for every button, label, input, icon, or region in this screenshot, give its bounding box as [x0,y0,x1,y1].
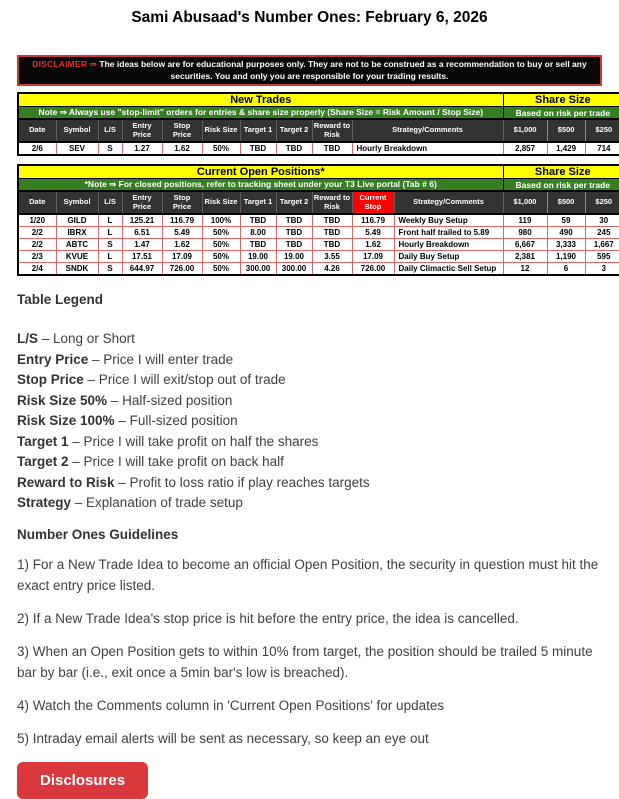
guideline-item: 4) Watch the Comments column in 'Current Open Positions' for updates [17,697,445,713]
share-size-title: Share Size [503,165,619,179]
column-header: Target 2 [276,191,312,214]
column-header: Current Stop [352,191,394,214]
table-cell: 19.00 [240,251,276,263]
legend-desc: – Full-sized position [114,413,238,428]
table-cell: 1/20 [18,214,56,227]
legend-desc: – Long or Short [38,331,135,346]
legend-desc: – Price I will take profit on half the shares [68,433,319,449]
disclaimer-text: The ideas below are for educational purposes only. They are not to be construed as a recommendation to buy or sell any securities. You and only you are responsible for your trading results. [99,59,587,81]
disclaimer-bar [17,55,602,86]
legend-item [17,493,602,514]
legend-term: Risk Size 100% [17,413,115,428]
guidelines-heading: Number Ones Guidelines [17,526,179,542]
table-cell: S [98,239,122,251]
table-cell: TBD [276,239,312,251]
table-cell: 19.00 [276,251,312,263]
table-cell: 6.51 [122,227,162,239]
table-title-row [18,165,619,179]
table-cell: 125.21 [122,214,162,227]
table-cell: 300.00 [240,263,276,276]
table-cell: 1,429 [547,142,585,155]
table-cell: 17.09 [162,251,202,263]
table-cell: Hourly Breakdown [394,239,503,251]
table-cell: 2,857 [503,142,547,155]
table-title-row [18,93,619,107]
legend-desc: – Price I will take profit on back half [68,454,284,469]
table-cell: 5.49 [352,227,394,239]
column-header: L/S [98,191,122,214]
table-cell: 726.00 [162,263,202,276]
table-cell: TBD [240,214,276,227]
legend-item [17,329,602,350]
column-header: Reward to Risk [312,191,352,214]
column-header: $250 [585,191,619,214]
table-cell: 1.62 [352,239,394,251]
table-cell: 6 [547,263,585,276]
table-cell: 3.55 [312,251,352,263]
legend-desc: – Price I will exit/stop out of trade [83,372,286,387]
table-cell: Front half trailed to 5.89 [394,227,503,239]
table-cell: 3 [585,263,619,276]
table-cell: Hourly Breakdown [352,142,503,155]
table-cell: 5.49 [162,227,202,239]
table-cell: 6,667 [503,239,547,251]
legend-term: Target 2 [17,454,69,469]
column-header: Target 1 [240,119,276,142]
open-positions-note: *Note ⇒ For closed positions, refer to tracking sheet under your T3 Live portal (Tab # 6) [18,179,503,192]
table-row [18,142,619,155]
table-cell: S [98,142,122,155]
table-cell: 59 [547,214,585,227]
table-cell: 116.79 [162,214,202,227]
guideline-item: 3) When an Open Position gets to within 10% from target, the position should be trailed 5 minute bar by bar (i.e., exit once a 5min bar's low is breached). [17,643,593,680]
column-header: Target 1 [240,191,276,214]
column-header: Symbol [56,191,98,214]
column-header: Entry Price [122,119,162,142]
column-header: Symbol [56,119,98,142]
table-cell: TBD [240,142,276,155]
guideline-item: 5) Intraday email alerts will be sent as necessary, so keep an eye out [17,730,429,746]
guideline-item: 1) For a New Trade Idea to become an official Open Position, the security in question must hit the exact entry price listed. [17,556,599,593]
table-cell: TBD [312,214,352,227]
legend-desc: – Explanation of trade setup [71,495,243,510]
table-cell: SNDK [56,263,98,276]
legend-item [17,452,602,473]
table-cell: ABTC [56,239,98,251]
table-cell: 2/6 [18,142,56,155]
legend-item [17,432,602,453]
column-header: Strategy/Comments [352,119,503,142]
table-cell: 50% [202,251,240,263]
table-row [18,263,619,276]
table-cell: 300.00 [276,263,312,276]
table-cell: GILD [56,214,98,227]
table-cell: Daily Climactic Sell Setup [394,263,503,276]
share-size-note: Based on risk per trade [503,179,619,192]
guideline-item: 2) If a New Trade Idea's stop price is hit before the entry price, the idea is cancelled. [17,610,519,626]
table-cell: S [98,263,122,276]
table-cell: L [98,251,122,263]
column-header-row [18,191,619,214]
guidelines-list [17,554,602,749]
table-cell: 4.26 [312,263,352,276]
legend-term: Entry Price [17,351,89,367]
table-cell: L [98,214,122,227]
table-cell: 1.27 [122,142,162,155]
table-note-row [18,107,619,120]
table-cell: 595 [585,251,619,263]
legend-desc: – Price I will enter trade [88,351,234,367]
table-cell: 1,190 [547,251,585,263]
column-header: $250 [585,119,619,142]
column-header: Date [18,119,56,142]
table-cell: 1.62 [162,142,202,155]
table-cell: 726.00 [352,263,394,276]
disclaimer-label: DISCLAIMER ⇒ [32,59,98,69]
table-cell: Weekly Buy Setup [394,214,503,227]
table-cell: 490 [547,227,585,239]
column-header: Reward to Risk [312,119,352,142]
table-cell: 980 [503,227,547,239]
legend-item [17,411,602,432]
table-cell: 30 [585,214,619,227]
table-row [18,251,619,263]
table-cell: SEV [56,142,98,155]
table-cell: 50% [202,227,240,239]
legend-item [17,391,602,412]
legend-term: Reward to Risk [17,474,115,490]
table-cell: 2,381 [503,251,547,263]
legend-desc: – Half-sized position [107,392,233,408]
table-legend [17,329,602,514]
table-cell: IBRX [56,227,98,239]
table-cell: 116.79 [352,214,394,227]
legend-item [17,473,602,494]
table-cell: 50% [202,142,240,155]
new-trades-note: Note ⇒ Always use "stop-limit" orders for entries & share size properly (Share Size = Risk Amount / Stop Size) [18,107,503,120]
table-cell: Daily Buy Setup [394,251,503,263]
new-trades-title: New Trades [18,93,503,107]
table-row [18,214,619,227]
table-cell: TBD [240,239,276,251]
open-positions-table [17,164,619,276]
table-cell: 17.09 [352,251,394,263]
table-cell: TBD [276,142,312,155]
legend-term: Risk Size 50% [17,392,108,408]
table-note-row [18,179,619,192]
column-header: Risk Size [202,119,240,142]
column-header: Stop Price [162,191,202,214]
legend-desc: – Profit to loss ratio if play reaches targets [114,474,370,490]
table-cell: 100% [202,214,240,227]
legend-term: L/S [17,331,39,346]
legend-item [17,350,602,371]
table-cell: 1.62 [162,239,202,251]
legend-heading: Table Legend [17,292,104,307]
legend-term: Target 1 [17,433,69,449]
table-cell: 2/2 [18,227,56,239]
disclosures-button[interactable]: Disclosures [17,762,148,799]
table-cell: 714 [585,142,619,155]
table-row [18,227,619,239]
table-row [18,239,619,251]
column-header: $500 [547,191,585,214]
column-header: Stop Price [162,119,202,142]
new-trades-table [17,92,619,156]
table-cell: 2/3 [18,251,56,263]
table-cell: 644.97 [122,263,162,276]
column-header-row [18,119,619,142]
table-cell: 2/4 [18,263,56,276]
table-cell: 17.51 [122,251,162,263]
column-header: L/S [98,119,122,142]
column-header: Risk Size [202,191,240,214]
table-cell: TBD [276,227,312,239]
share-size-note: Based on risk per trade [503,107,619,120]
table-cell: 119 [503,214,547,227]
column-header: $1,000 [503,191,547,214]
column-header: Strategy/Comments [394,191,503,214]
table-cell: 12 [503,263,547,276]
share-size-title: Share Size [503,93,619,107]
table-cell: TBD [276,214,312,227]
table-cell: 50% [202,263,240,276]
table-cell: 1.47 [122,239,162,251]
table-cell: 3,333 [547,239,585,251]
open-positions-title: Current Open Positions* [18,165,503,179]
table-cell: 2/2 [18,239,56,251]
table-cell: 1,667 [585,239,619,251]
legend-item [17,370,602,391]
column-header: $500 [547,119,585,142]
column-header: Entry Price [122,191,162,214]
table-cell: 245 [585,227,619,239]
table-cell: KVUE [56,251,98,263]
column-header: Target 2 [276,119,312,142]
page-title: Sami Abusaad's Number Ones: February 6, 2026 [131,9,488,26]
column-header: Date [18,191,56,214]
table-cell: 50% [202,239,240,251]
table-cell: L [98,227,122,239]
column-header: $1,000 [503,119,547,142]
legend-term: Stop Price [17,372,84,387]
table-cell: TBD [312,227,352,239]
table-cell: TBD [312,142,352,155]
table-cell: TBD [312,239,352,251]
legend-term: Strategy [17,495,72,510]
table-cell: 8.00 [240,227,276,239]
